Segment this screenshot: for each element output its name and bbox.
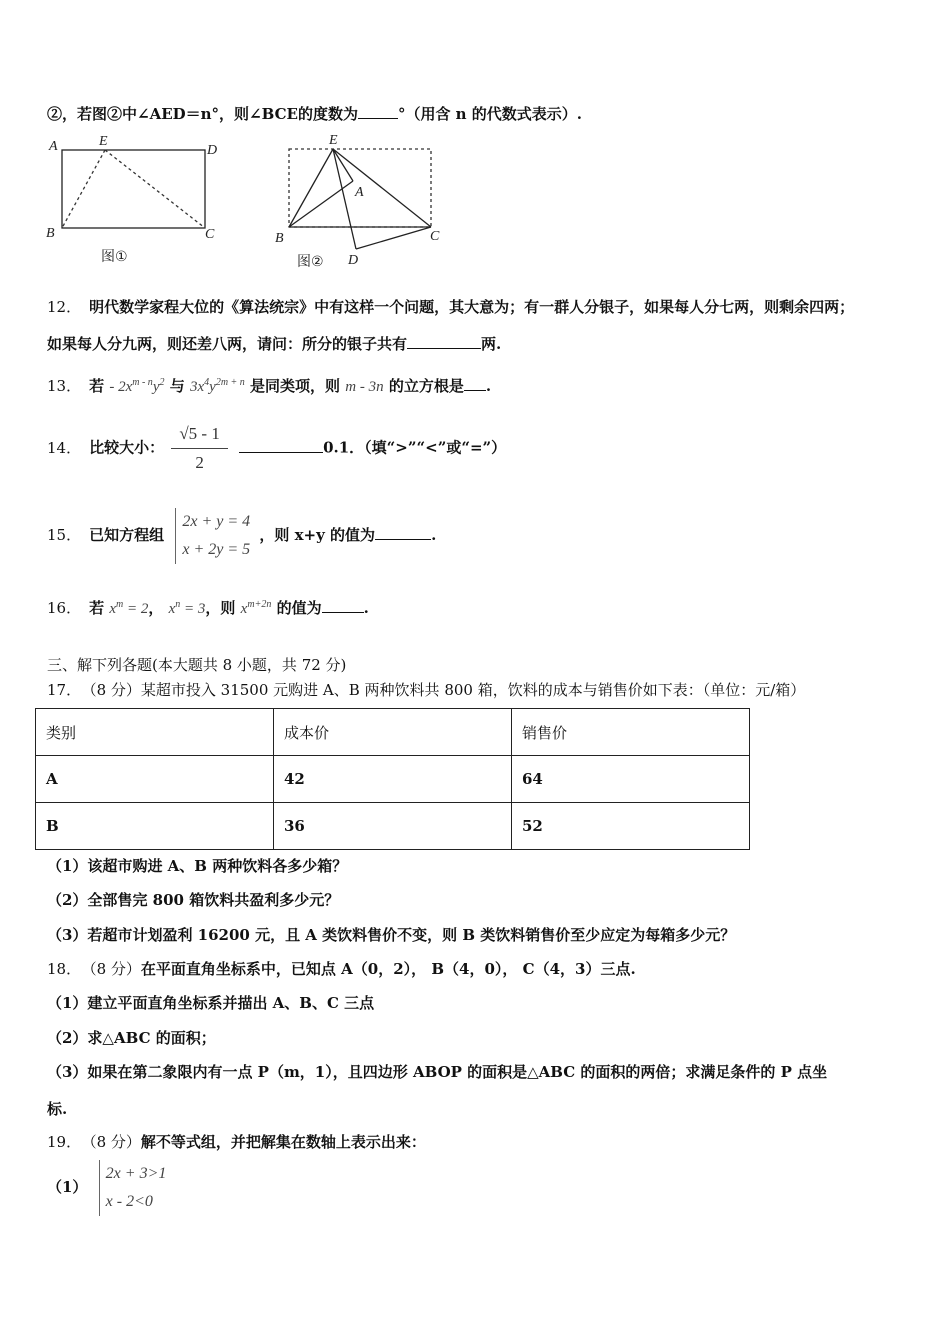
table-cell: 64: [512, 756, 750, 803]
figure-1: [44, 130, 224, 270]
q16-text-b: ，则: [205, 599, 236, 617]
q14-answer-blank[interactable]: [239, 440, 323, 453]
q18-sub2: （2）求△ABC 的面积；: [47, 1029, 216, 1047]
q16-text-c: 的值为: [276, 599, 322, 617]
q13-line: [47, 375, 491, 396]
q13-expr1: - $2x^{m - n}y^2$: [109, 377, 165, 395]
q17-number: 17．: [47, 681, 82, 699]
figure2-line-eb: [289, 149, 333, 227]
q15-eq2: x + 2y = 5: [182, 541, 251, 558]
q19-number: 19．: [47, 1133, 82, 1151]
q13-text-d: 的立方根是: [388, 377, 464, 395]
q17-line: [47, 679, 805, 700]
figure2-line-ab: [289, 181, 353, 227]
figure1-fold-line-eb: [62, 150, 105, 228]
figure2-label-a: A: [355, 185, 364, 200]
q16-end: .: [363, 599, 369, 617]
figure2-label-e: E: [329, 133, 338, 148]
q16-expr2: $x^n = 3$: [168, 599, 206, 617]
q16-expr3: $x^{m+2n}$: [240, 599, 272, 617]
q11-answer-blank[interactable]: [358, 106, 398, 119]
q14-number: 14．: [47, 438, 82, 457]
q15-line: [47, 508, 436, 564]
q13-number: 13．: [47, 377, 82, 395]
q16-sep: ，: [148, 599, 164, 617]
table-header-cell: 类别: [36, 709, 274, 756]
q12-text-line1: 明代数学家程大位的《算法统宗》中有这样一个问题，其大意为；有一群人分银子，如果每人分七两，则剩余四两；: [89, 298, 855, 316]
q15-end: .: [431, 526, 437, 544]
q13-end: .: [485, 377, 492, 395]
table-header-row: [36, 709, 750, 756]
table-cell: 52: [512, 803, 750, 850]
q12-text-line2a: 如果每人分九两，则还差八两，请问：所分的银子共有: [47, 335, 408, 353]
q16-text-a: 若: [89, 599, 105, 617]
q19-line: [47, 1131, 426, 1152]
figure2-label-b: B: [275, 231, 284, 246]
table-cell: A: [36, 756, 274, 803]
q14-fraction-top: √5 - 1: [171, 424, 228, 449]
figure2-line-ea: [333, 149, 353, 181]
q12-number: 12．: [47, 298, 82, 316]
q17-text: 某超市投入 31500 元购进 A、B 两种饮料共 800 箱，饮料的成本与销售价如下表：（单位：元/箱）: [140, 681, 806, 699]
q18-sub1: （1）建立平面直角坐标系并描出 A、B、C 三点: [47, 994, 375, 1012]
q13-text-c: 是同类项，则: [250, 377, 341, 395]
table-cell: 36: [274, 803, 512, 850]
q17-sub3: （3）若超市计划盈利 16200 元，且 A 类饮料售价不变，则 B 类饮料销售价至少应定为每箱多少元？: [47, 926, 736, 944]
q15-number: 15．: [47, 526, 82, 544]
table-cell: 42: [274, 756, 512, 803]
q14-text-b: 0.1．（填“>”“<”或“=”）: [323, 438, 507, 457]
q17-points: （8 分）: [89, 681, 141, 699]
figure2-caption: 图②: [297, 254, 324, 270]
q18-number: 18．: [47, 960, 82, 978]
table-row: [36, 803, 750, 850]
q13-text-b: 与: [169, 377, 185, 395]
q16-line: [47, 597, 369, 618]
q15-eq1: 2x + y = 4: [182, 513, 251, 530]
figure2-label-d: D: [348, 253, 359, 268]
q19-inequality-system: [99, 1160, 167, 1216]
figure1-label-d: D: [207, 143, 218, 158]
table-row: [36, 756, 750, 803]
q19-ineq2: x - 2<0: [105, 1193, 153, 1210]
q19-points: （8 分）: [89, 1133, 141, 1151]
q14-line: [47, 424, 506, 473]
figure1-caption: 图①: [101, 249, 128, 265]
q19-sub1-label: （1）: [47, 1178, 88, 1196]
q13-text-a: 若: [89, 377, 105, 395]
q16-number: 16．: [47, 599, 82, 617]
q14-fraction-bottom: 2: [195, 453, 204, 472]
figure2-line-dc: [356, 227, 431, 249]
q19-ineq1: 2x + 3>1: [105, 1165, 167, 1182]
q18-points: （8 分）: [89, 960, 141, 978]
q18-text: 在平面直角坐标系中，已知点 A（0，2）， B（4，0）， C（4，3）三点.: [140, 960, 636, 978]
q18-sub3-b: 标.: [47, 1100, 68, 1118]
table-header-cell: 销售价: [512, 709, 750, 756]
q14-text-a: 比较大小：: [89, 438, 165, 457]
figure2-label-c: C: [430, 229, 440, 244]
q13-answer-blank[interactable]: [464, 378, 486, 391]
table-header-cell: 成本价: [274, 709, 512, 756]
figure1-label-a: A: [49, 139, 58, 154]
q18-sub3-a: （3）如果在第二象限内有一点 P（m，1），且四边形 ABOP 的面积是△ABC 的面积的两倍；求满足条件的 P 点坐: [47, 1063, 828, 1081]
q15-text-b: ，则 x+y 的值为: [259, 526, 376, 544]
q13-expr2: $3x^4y^{2m + n}$: [189, 377, 245, 395]
q14-fraction: [171, 424, 228, 473]
q19-sub1: [47, 1160, 170, 1216]
q12-answer-blank[interactable]: [407, 336, 481, 349]
q13-expr3: m - 3n: [345, 379, 384, 395]
figure-2: [268, 128, 458, 273]
q11-text-b: °（用含 n 的代数式表示）.: [397, 105, 583, 123]
q16-answer-blank[interactable]: [322, 600, 364, 613]
q16-expr1: $x^m = 2$: [109, 599, 149, 617]
table-cell: B: [36, 803, 274, 850]
figure1-label-c: C: [205, 227, 215, 242]
q17-price-table: [35, 708, 750, 850]
figure1-label-e: E: [99, 134, 108, 149]
figure1-label-b: B: [46, 226, 55, 241]
q15-text-a: 已知方程组: [89, 526, 165, 544]
figure1-fold-line-ec: [105, 150, 205, 228]
q17-sub1: （1）该超市购进 A、B 两种饮料各多少箱？: [47, 857, 348, 875]
q17-sub2: （2）全部售完 800 箱饮料共盈利多少元？: [47, 891, 340, 909]
q11-tail-line: [47, 103, 582, 124]
q12-line1: [47, 296, 854, 317]
q12-line2: [47, 333, 501, 354]
q12-text-line2b: 两.: [481, 335, 502, 353]
q15-answer-blank[interactable]: [375, 527, 431, 540]
q19-text: 解不等式组，并把解集在数轴上表示出来：: [140, 1133, 426, 1151]
q15-equation-system: [175, 508, 250, 564]
q18-line: [47, 958, 636, 979]
section3-title: 三、解下列各题(本大题共 8 小题，共 72 分): [47, 656, 347, 674]
q11-text-a: ②，若图②中∠AED＝n°，则∠BCE的度数为: [47, 105, 358, 123]
